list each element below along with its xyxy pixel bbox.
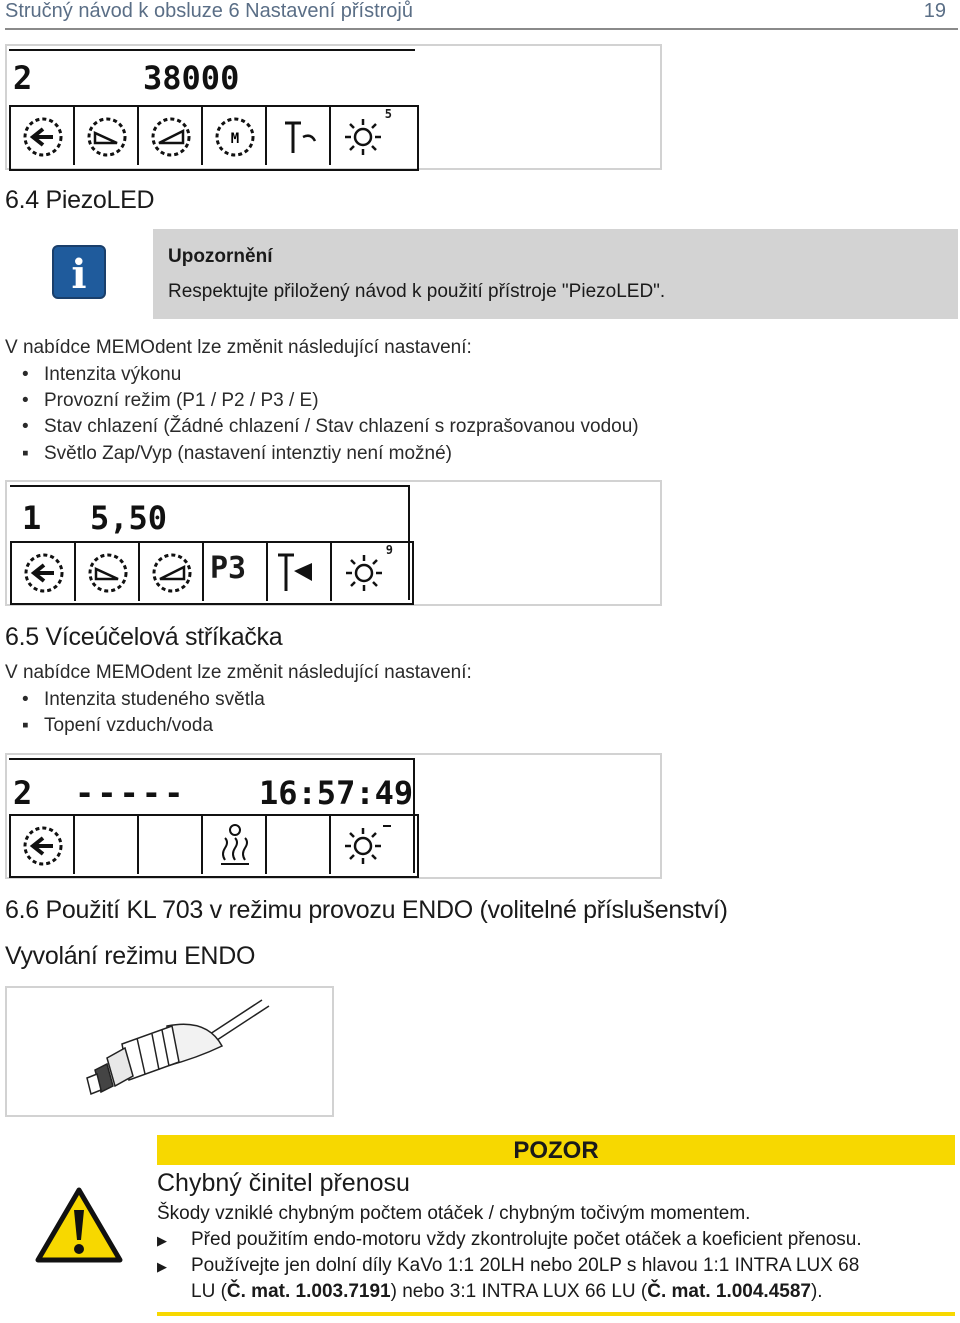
empty-slot <box>267 816 331 874</box>
lcd-display-frame-1 <box>5 44 662 170</box>
intro-6-5: V nabídce MEMOdent lze změnit následující nastavení: <box>5 662 472 683</box>
empty-slot <box>139 816 203 874</box>
intensity-low-icon[interactable] <box>76 543 140 601</box>
page-header-title: Stručný návod k obsluze 6 Nastavení přístrojů <box>5 0 413 22</box>
list-item: • Provozní režim (P1 / P2 / P3 / E) <box>22 390 319 411</box>
list-item: • Intenzita výkonu <box>22 364 182 385</box>
intensity-low-icon[interactable] <box>75 107 139 165</box>
lcd-icon-bar-3 <box>9 814 419 878</box>
lcd-display-3 <box>9 758 415 873</box>
list-item: ▪ Topení vzduch/voda <box>22 715 214 736</box>
lcd-icon-bar-2 <box>10 541 414 605</box>
warning-label: POZOR <box>513 1137 599 1164</box>
back-icon[interactable] <box>12 543 76 601</box>
lcd-display-2 <box>10 485 410 600</box>
endo-motor-illustration <box>7 988 332 1115</box>
light-icon[interactable] <box>332 543 396 601</box>
header-divider <box>5 28 958 30</box>
lcd-value-dashes: ----- <box>75 774 187 812</box>
note-title: Upozornění <box>168 246 273 267</box>
light-icon[interactable] <box>331 816 395 874</box>
motor-illustration-frame <box>5 986 334 1117</box>
subheading-endo: Vyvolání režimu ENDO <box>5 942 256 970</box>
note-box <box>153 229 958 319</box>
warning-bottom-rule <box>157 1312 955 1316</box>
lcd-program-number: 2 <box>13 774 33 812</box>
warning-title: Chybný činitel přenosu <box>157 1169 410 1197</box>
lcd-speed-value: 38000 <box>143 59 240 97</box>
motor-icon[interactable] <box>203 107 267 165</box>
cooling-spray-icon[interactable] <box>268 543 332 601</box>
lcd-program-number: 1 <box>22 499 42 537</box>
heading-6-5: 6.5 Víceúčelová stříkačka <box>5 623 283 651</box>
heating-icon[interactable] <box>203 816 267 874</box>
lcd-display-1 <box>9 49 415 164</box>
light-icon[interactable] <box>331 107 395 165</box>
light-level: 9 <box>385 543 393 557</box>
intensity-high-icon[interactable] <box>139 107 203 165</box>
mode-p3-button[interactable]: P3 <box>204 543 268 601</box>
lcd-icon-bar-1 <box>9 105 419 171</box>
back-icon[interactable] <box>11 816 75 874</box>
list-item: • Intenzita studeného světla <box>22 689 265 710</box>
intro-6-4: V nabídce MEMOdent lze změnit následující nastavení: <box>5 337 472 358</box>
spray-icon[interactable] <box>267 107 331 165</box>
empty-slot <box>75 816 139 874</box>
list-item: ▶ Používejte jen dolní díly KaVo 1:1 20LH nebo 20LP s hlavou 1:1 INTRA LUX 68 <box>157 1255 860 1276</box>
warning-text: Škody vzniklé chybným počtem otáček / chybným točivým momentem. <box>157 1203 751 1224</box>
info-icon: i <box>52 245 106 299</box>
heading-6-6: 6.6 Použití KL 703 v režimu provozu ENDO (volitelné příslušenství) <box>5 896 728 924</box>
page-number: 19 <box>923 0 946 22</box>
warning-triangle-icon <box>34 1186 124 1264</box>
note-text: Respektujte přiložený návod k použití přístroje "PiezoLED". <box>168 281 666 302</box>
lcd-power-value: 5,50 <box>90 499 168 537</box>
back-icon[interactable] <box>11 107 75 165</box>
list-item: ▪ Světlo Zap/Vyp (nastavení intenztiy není možné) <box>22 443 453 464</box>
intensity-high-icon[interactable] <box>140 543 204 601</box>
lcd-program-number: 2 <box>13 59 33 97</box>
heading-6-4: 6.4 PiezoLED <box>5 186 155 214</box>
lcd-display-frame-3 <box>5 753 662 879</box>
lcd-clock: 16:57:49 <box>259 774 414 812</box>
list-item: • Stav chlazení (Žádné chlazení / Stav chlazení s rozprašovanou vodou) <box>22 416 639 437</box>
light-level: 5 <box>384 107 392 121</box>
lcd-display-frame-2 <box>5 480 662 606</box>
list-item: ▶ Před použitím endo-motoru vždy zkontrolujte počet otáček a koeficient přenosu. <box>157 1229 862 1250</box>
svg-text:M: M <box>230 131 240 147</box>
list-item-continuation: LU (Č. mat. 1.003.7191) nebo 3:1 INTRA LUX 66 LU (Č. mat. 1.004.4587). <box>191 1281 823 1302</box>
